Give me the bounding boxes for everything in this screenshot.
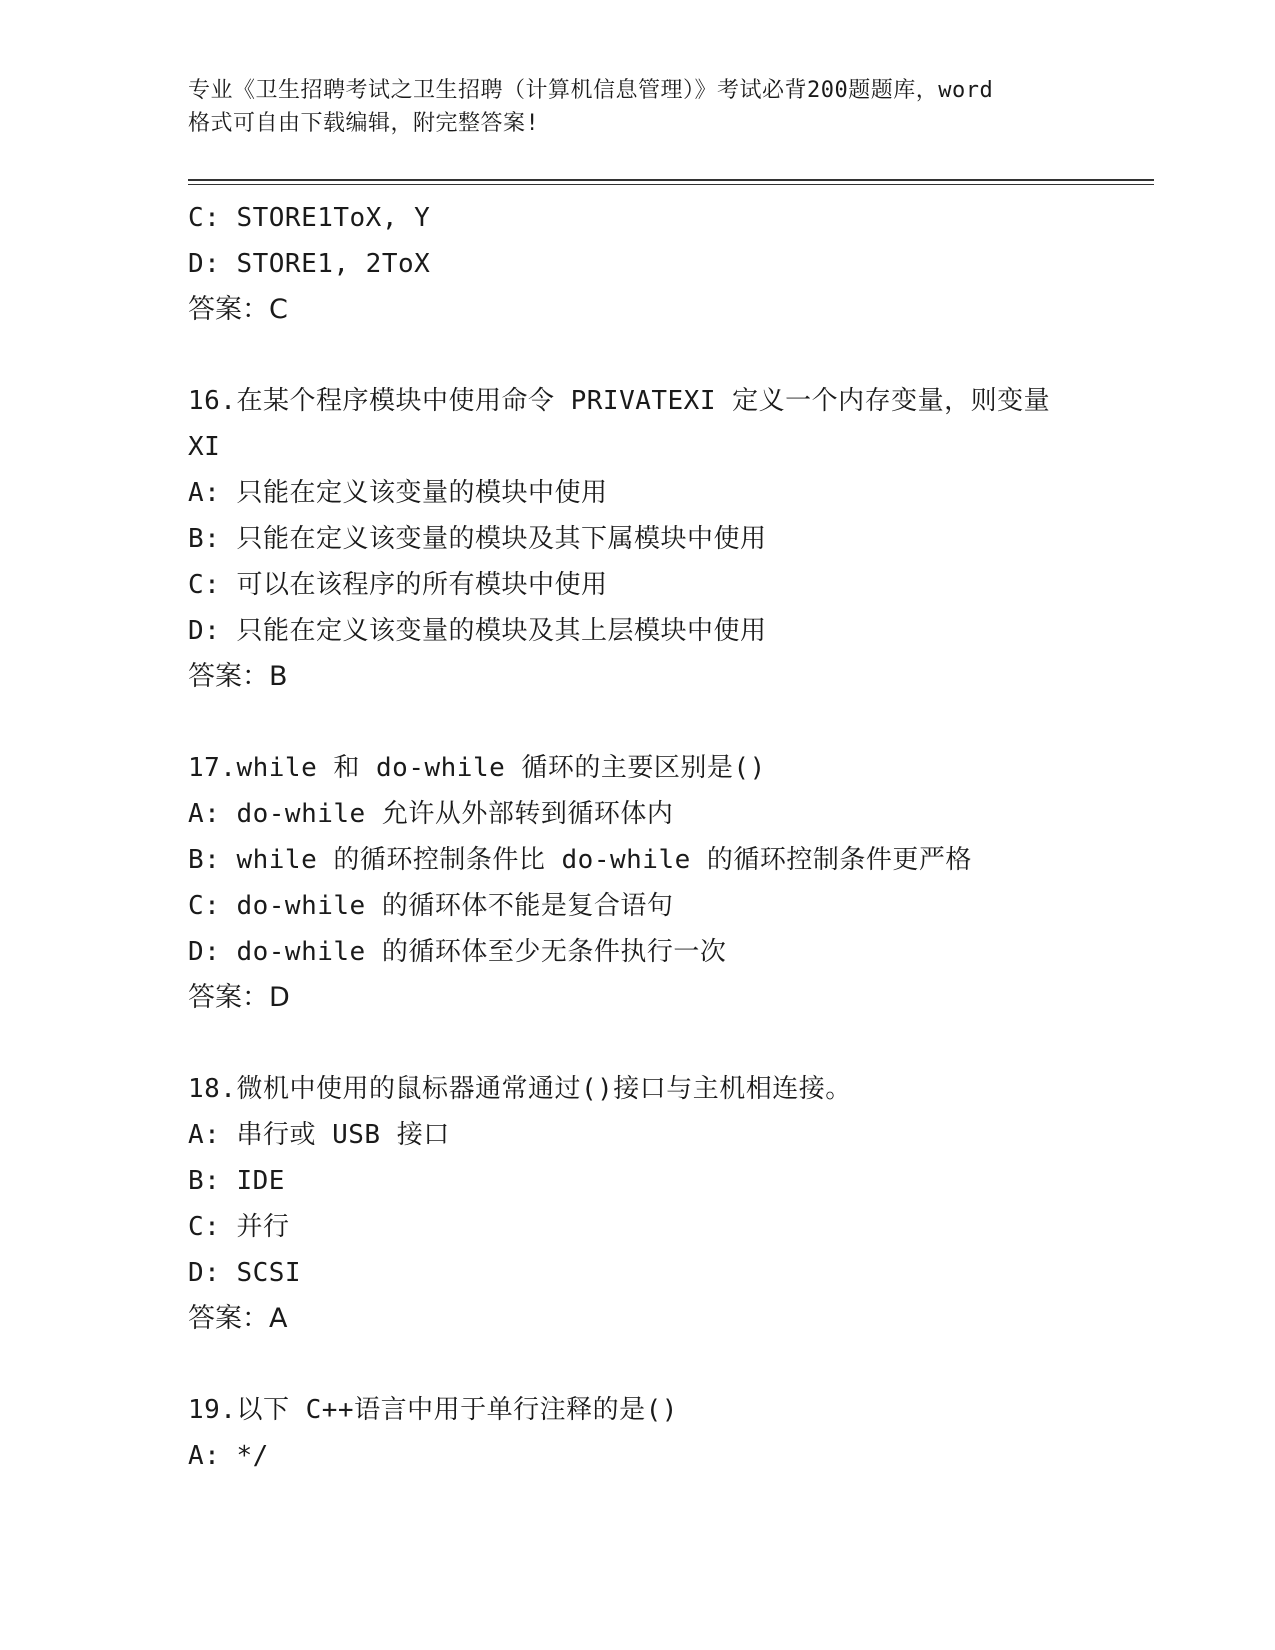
option-b: B: while 的循环控制条件比 do-while 的循环控制条件更严格 (188, 845, 972, 875)
document-header (188, 74, 1098, 140)
option-a: A: */ (188, 1441, 269, 1471)
question-stem: 17.while 和 do-while 循环的主要区别是() (188, 753, 766, 783)
spacer (188, 1342, 1148, 1387)
answer: 答案：A (188, 1303, 288, 1334)
option-c: C: STORE1ToX, Y (188, 203, 431, 233)
answer: 答案：D (188, 982, 290, 1013)
question-stem: 18.微机中使用的鼠标器通常通过()接口与主机相连接。 (188, 1074, 852, 1104)
header-divider-thin (188, 184, 1154, 185)
header-line-2: 格式可自由下载编辑，附完整答案! (188, 111, 540, 136)
question-stem-continued: XI (188, 432, 221, 462)
question-stem: 19.以下 C++语言中用于单行注释的是() (188, 1395, 678, 1425)
option-b: B: IDE (188, 1166, 285, 1196)
option-d: D: do-while 的循环体至少无条件执行一次 (188, 937, 727, 967)
answer: 答案：B (188, 661, 288, 692)
question-18 (188, 1066, 1148, 1342)
header-line-1: 专业《卫生招聘考试之卫生招聘（计算机信息管理）》考试必背200题题库，word (188, 78, 994, 103)
spacer (188, 700, 1148, 745)
option-b: B: 只能在定义该变量的模块及其下属模块中使用 (188, 524, 767, 554)
option-d: D: STORE1, 2ToX (188, 249, 431, 279)
option-c: C: do-while 的循环体不能是复合语句 (188, 891, 674, 921)
answer: 答案：C (188, 294, 288, 325)
question-19 (188, 1387, 1148, 1479)
spacer (188, 333, 1148, 378)
header-divider-thick (188, 179, 1154, 181)
question-17 (188, 745, 1148, 1021)
question-content (188, 195, 1148, 1479)
option-c: C: 可以在该程序的所有模块中使用 (188, 570, 608, 600)
option-a: A: do-while 允许从外部转到循环体内 (188, 799, 674, 829)
option-d: D: 只能在定义该变量的模块及其上层模块中使用 (188, 616, 767, 646)
spacer (188, 1021, 1148, 1066)
option-c: C: 并行 (188, 1212, 290, 1242)
option-d: D: SCSI (188, 1258, 302, 1288)
option-a: A: 只能在定义该变量的模块中使用 (188, 478, 608, 508)
question-stem: 16.在某个程序模块中使用命令 PRIVATEXI 定义一个内存变量，则变量 (188, 386, 1051, 416)
option-a: A: 串行或 USB 接口 (188, 1120, 450, 1150)
question-15-tail (188, 195, 1148, 333)
question-16 (188, 378, 1148, 700)
